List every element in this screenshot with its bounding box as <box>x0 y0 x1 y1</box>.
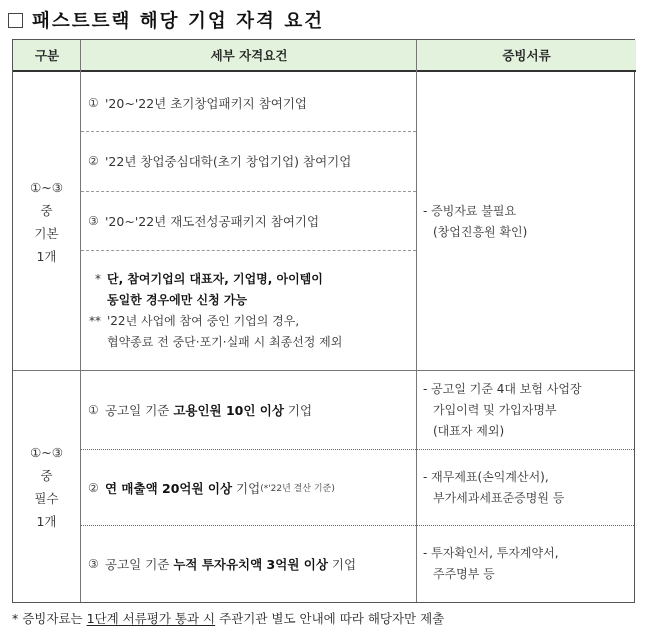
documents-item-2 <box>417 450 636 525</box>
document-line: - 공고일 기준 4대 보험 사업장 <box>423 381 582 396</box>
note-marker: * <box>95 271 101 286</box>
item-number: ② <box>88 154 99 168</box>
item-pre: 공고일 기준 <box>105 403 174 418</box>
requirement-notes <box>85 251 415 370</box>
requirement-item <box>81 450 416 525</box>
item-bold: 누적 투자유치액 3억원 이상 <box>173 557 328 572</box>
category-required <box>13 371 80 602</box>
checkbox-square-icon <box>8 13 23 28</box>
note-1-cont <box>85 290 247 311</box>
requirement-item <box>81 371 416 449</box>
item-number: ③ <box>88 557 99 571</box>
eligibility-table <box>12 39 635 603</box>
category-basic <box>13 74 80 370</box>
item-text: '20~'22년 재도전성공패키지 참여기업 <box>105 214 320 229</box>
document-line: 주주명부 등 <box>433 567 495 581</box>
item-number: ① <box>88 403 99 417</box>
footer-note <box>12 609 444 627</box>
category-of: 중 <box>40 203 53 218</box>
category-type: 필수 <box>34 490 59 506</box>
documents-item-1 <box>417 371 636 449</box>
item-text: '22년 창업중심대학(초기 창업기업) 참여기업 <box>105 154 352 169</box>
note-text: 협약종료 전 중단·포기·실패 시 최종선정 제외 <box>107 334 343 349</box>
requirement-item <box>81 192 416 250</box>
title-text: 패스트트랙 해당 기업 자격 요건 <box>32 11 325 32</box>
document-line: (창업진흥원 확인) <box>433 225 528 239</box>
item-number: ② <box>88 480 99 495</box>
header-documents: 증빙서류 <box>417 40 636 72</box>
document-line: 부가세과세표준증명원 등 <box>433 490 565 505</box>
category-count: 1개 <box>36 249 57 264</box>
requirement-item <box>81 132 416 190</box>
documents-item-3 <box>417 526 636 602</box>
note-2 <box>85 311 299 332</box>
item-bold: 연 매출액 20억원 이상 <box>105 480 233 496</box>
item-small: (*'22년 결산 기준) <box>260 484 335 494</box>
header-category: 구분 <box>13 40 81 72</box>
note-1 <box>85 269 323 290</box>
document-line: - 재무제표(손익계산서), <box>423 469 549 484</box>
item-number: ① <box>88 95 99 110</box>
item-text: '20~'22년 초기창업패키지 참여기업 <box>105 95 308 111</box>
item-post: 기업 <box>327 557 357 572</box>
document-line: 가입이력 및 가입자명부 <box>433 402 557 417</box>
section-title <box>8 7 324 33</box>
footer-underlined: 1단계 서류평가 통과 시 <box>86 611 216 626</box>
category-range: ①~③ <box>30 180 63 195</box>
item-bold: 고용인원 10인 이상 <box>173 403 284 418</box>
item-pre: 공고일 기준 <box>105 557 174 572</box>
category-range: ①~③ <box>30 444 63 460</box>
footer-post: 주관기관 별도 안내에 따라 해당자만 제출 <box>215 611 445 626</box>
note-text: 단, 참여기업의 대표자, 기업명, 아이템이 <box>107 271 323 286</box>
item-post: 기업 <box>232 480 261 496</box>
category-type: 기본 <box>34 226 59 241</box>
requirement-item <box>81 74 416 131</box>
item-post: 기업 <box>283 403 313 418</box>
header-requirements: 세부 자격요건 <box>81 40 417 72</box>
document-line: - 투자확인서, 투자계약서, <box>423 546 559 560</box>
note-text: '22년 사업에 참여 중인 기업의 경우, <box>107 313 300 328</box>
category-count: 1개 <box>36 513 57 529</box>
note-text: 동일한 경우에만 신청 가능 <box>107 292 248 307</box>
category-of: 중 <box>40 467 53 483</box>
document-line: - 증빙자료 불필요 <box>423 204 517 218</box>
documents-basic <box>417 74 636 370</box>
document-line: (대표자 제외) <box>433 423 505 438</box>
item-number: ③ <box>88 214 99 228</box>
requirement-item <box>81 526 416 602</box>
note-2-cont <box>85 332 342 353</box>
note-marker: ** <box>89 313 101 328</box>
footer-pre: * 증빙자료는 <box>12 611 87 626</box>
